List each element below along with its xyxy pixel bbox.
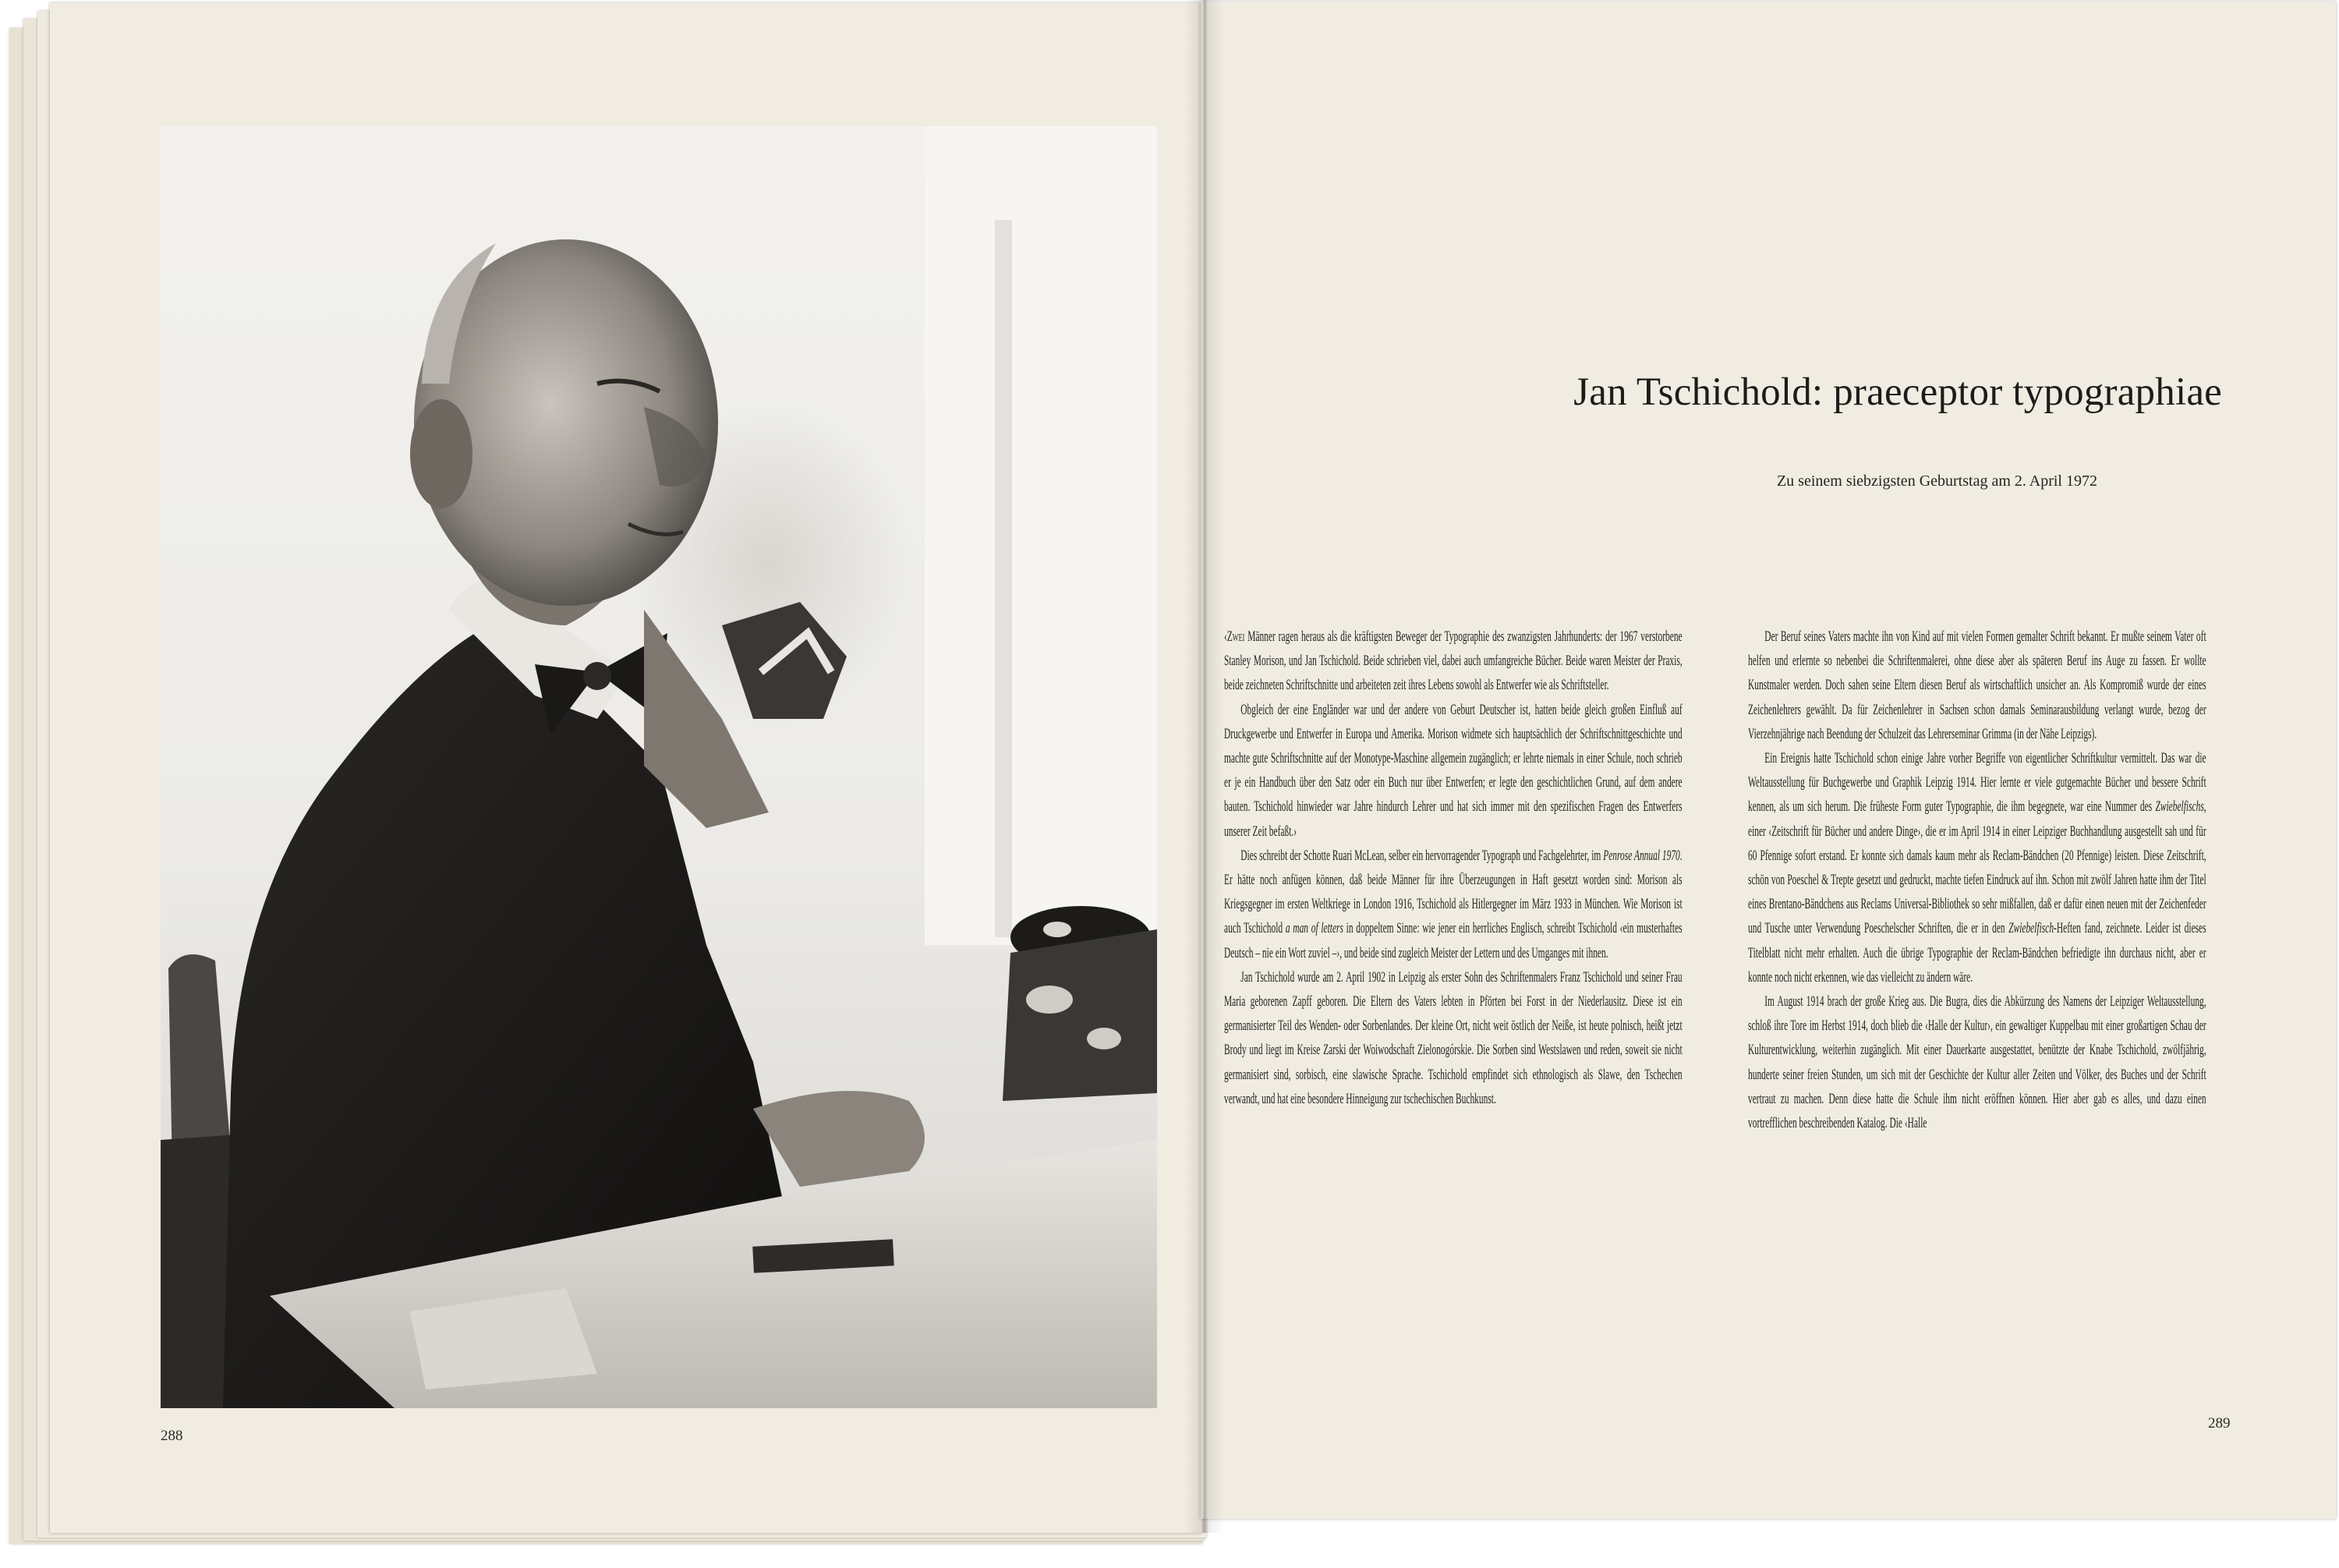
paragraph: Dies schreibt der Schotte Ruari McLean, selber ein hervorragender Typograph und Fachgelehrter, im Penrose Annual 1970. Er hätte noch anfügen können, daß beide Männer für ihre Überzeugungen in Haft gesetzt worden sind: Morison als Kriegsgegner im ersten Weltkriege in London 1916, Tschichold als Hitlergegner im März 1933 in München. Wie Morison ist auch Tschichold a man of letters in doppeltem Sinne: wie jener ein herrliches Englisch, schreibt Tschichold ‹ein musterhaftes Deutsch – nie ein Wort zuviel –›, und beide sind zugleich Meister der Lettern und des Umganges mit ihnen. <box>1224 847 1683 961</box>
paragraph: Jan Tschichold wurde am 2. April 1902 in Leipzig als erster Sohn des Schriftenmalers Franz Tschichold und seiner Frau Maria geborenen Zapff geboren. Die Eltern des Vaters lebten in Pförten bei Forst in der Niederlausitz. Diese ist ein germanisierter Teil des Wenden- oder Sorbenlandes. Der kleine Ort, nicht weit östlich der Neiße, ist heute polnisch, heißt jetzt Brody und liegt im Kreise Zarski der Woiwodschaft Zielonogórskie. Die Sorben sind Westslawen und reden, soweit sie nicht germanisiert sind, sorbisch, eine slawische Sprache. Tschichold empfindet sich ethnologisch als Slawe, den Tschechen verwandt, und hat eine besondere Hinneigung zur tschechischen Buchkunst. <box>1224 968 1683 1107</box>
small-caps-opening: Zwei <box>1226 628 1245 645</box>
paragraph: Ein Ereignis hatte Tschichold schon einige Jahre vorher Begriffe von eigentlicher Schriftkultur vermittelt. Das war die Weltausstellung für Buchgewerbe und Graphik Leipzig 1914. Hier lernte er viele gutgemachte Bücher und bessere Schrift kennen, als um sich herum. Die früheste Form guter Typographie, die ihm begegnete, war eine Nummer des Zwiebelfischs, einer ‹Zeitschrift für Bücher und andere Dinge›, die er im April 1914 in einer Leipziger Buchhandlung ausgestellt sah und für 60 Pfennige sofort erstand. Er konnte sich damals kaum mehr als Reclam-Bändchen (20 Pfennige) leisten. Diese Zeitschrift, schön von Poeschel & Trepte gesetzt und gedruckt, machte tiefen Eindruck auf ihn. Schon mit zwölf Jahren hatte ihm der Titel eines Brentano-Bändchens aus Reclams Universal-Bibliothek so sehr mißfallen, daß er dafür einen neuen mit der Zeichenfeder und Tusche unter Verwendung Poeschelscher Schriften, die er in den Zwiebelfisch-Heften fand, zeichnete. Leider ist dieses Titelblatt nicht mehr erhalten. Auch die übrige Typographie der Reclam-Bändchen befriedigte ihn durchaus nicht, aber er konnte noch nicht erkennen, wie das vielleicht zu ändern wäre. <box>1748 750 2206 986</box>
paragraph: Obgleich der eine Engländer war und der andere von Geburt Deutscher ist, hatten beide gleich großen Einfluß auf Druckgewerbe und Entwerfer in Europa und Amerika. Morison widmete sich hauptsächlich der Schriftschnittgeschichte und machte gute Schriftschnitte auf der Monotype-Maschine allgemein zugänglich; er lehrte niemals in einer Schule, noch schrieb er je ein Handbuch über den Satz oder ein Buch nur über Entwerfen; er legte den geschichtlichen Grund, auf dem andere bauten. Tschichold hinwieder war Jahre hindurch Lehrer und hat sich immer mit den spezifischen Fragen des Entwerfers unserer Zeit befaßt.› <box>1224 701 1683 840</box>
text-column-1 <box>1224 625 1683 1111</box>
article-title: Jan Tschichold: praeceptor typographiae <box>1573 370 2222 414</box>
paragraph: Im August 1914 brach der große Krieg aus. Die Bugra, dies die Abkürzung des Namens der Leipziger Weltausstellung, schloß ihre Tore im Herbst 1914, doch blieb die ‹Halle der Kultur›, ein gewaltiger Kuppelbau mit einer großartigen Schau der Kulturentwicklung, weiterhin zugänglich. Mit einer Dauerkarte ausgestattet, benützte der Knabe Tschichold, zwölfjährig, hunderte seiner freien Stunden, um sich mit der Geschichte der Kultur aller Zeiten und Völker, des Buches und der Schrift vertraut zu machen. Denn diese hatte die Schule ihm nicht eröffnen können. Hier aber gab es alles, und dazu einen vortrefflichen beschreibenden Katalog. Die ‹Halle <box>1748 993 2206 1132</box>
paragraph: ‹Zwei Männer ragen heraus als die kräftigsten Beweger der Typographie des zwanzigsten Jahrhunderts: der 1967 verstorbene Stanley Morison, und Jan Tschichold. Beide schrieben viel, dabei auch umfangreiche Bücher. Beide waren Meister der Praxis, beide zeichneten Schriftschnitte und arbeiteten zeit ihres Lebens sowohl als Entwerfer wie als Schriftsteller. <box>1224 628 1683 694</box>
text-column-2 <box>1748 625 2206 1135</box>
paragraph: Der Beruf seines Vaters machte ihn von Kind auf mit vielen Formen gemalter Schrift bekannt. Er mußte seinem Vater oft helfen und erlernte so nebenbei die Schriftenmalerei, ohne diese aber als späteren Beruf ins Auge zu fassen. Er wollte Kunstmaler werden. Doch sahen seine Eltern diesen Beruf als wirtschaftlich unsicher an. Als Kompromiß wurde der eines Zeichenlehrers gewählt. Da für Zeichenlehrer in Sachsen schon damals Seminarausbildung verlangt wurde, bezog der Vierzehnjährige nach Beendung der Schulzeit das Lehrerseminar Grimma (in der Nähe Leipzigs). <box>1748 628 2206 742</box>
portrait-photograph <box>161 126 1157 1408</box>
portrait-illustration <box>161 126 1157 1408</box>
page-number-right: 289 <box>2208 1415 2231 1432</box>
article-subtitle: Zu seinem siebzigsten Geburtstag am 2. April 1972 <box>1776 473 2097 490</box>
page-number-left: 288 <box>161 1428 183 1444</box>
book-gutter <box>1185 0 1224 1533</box>
